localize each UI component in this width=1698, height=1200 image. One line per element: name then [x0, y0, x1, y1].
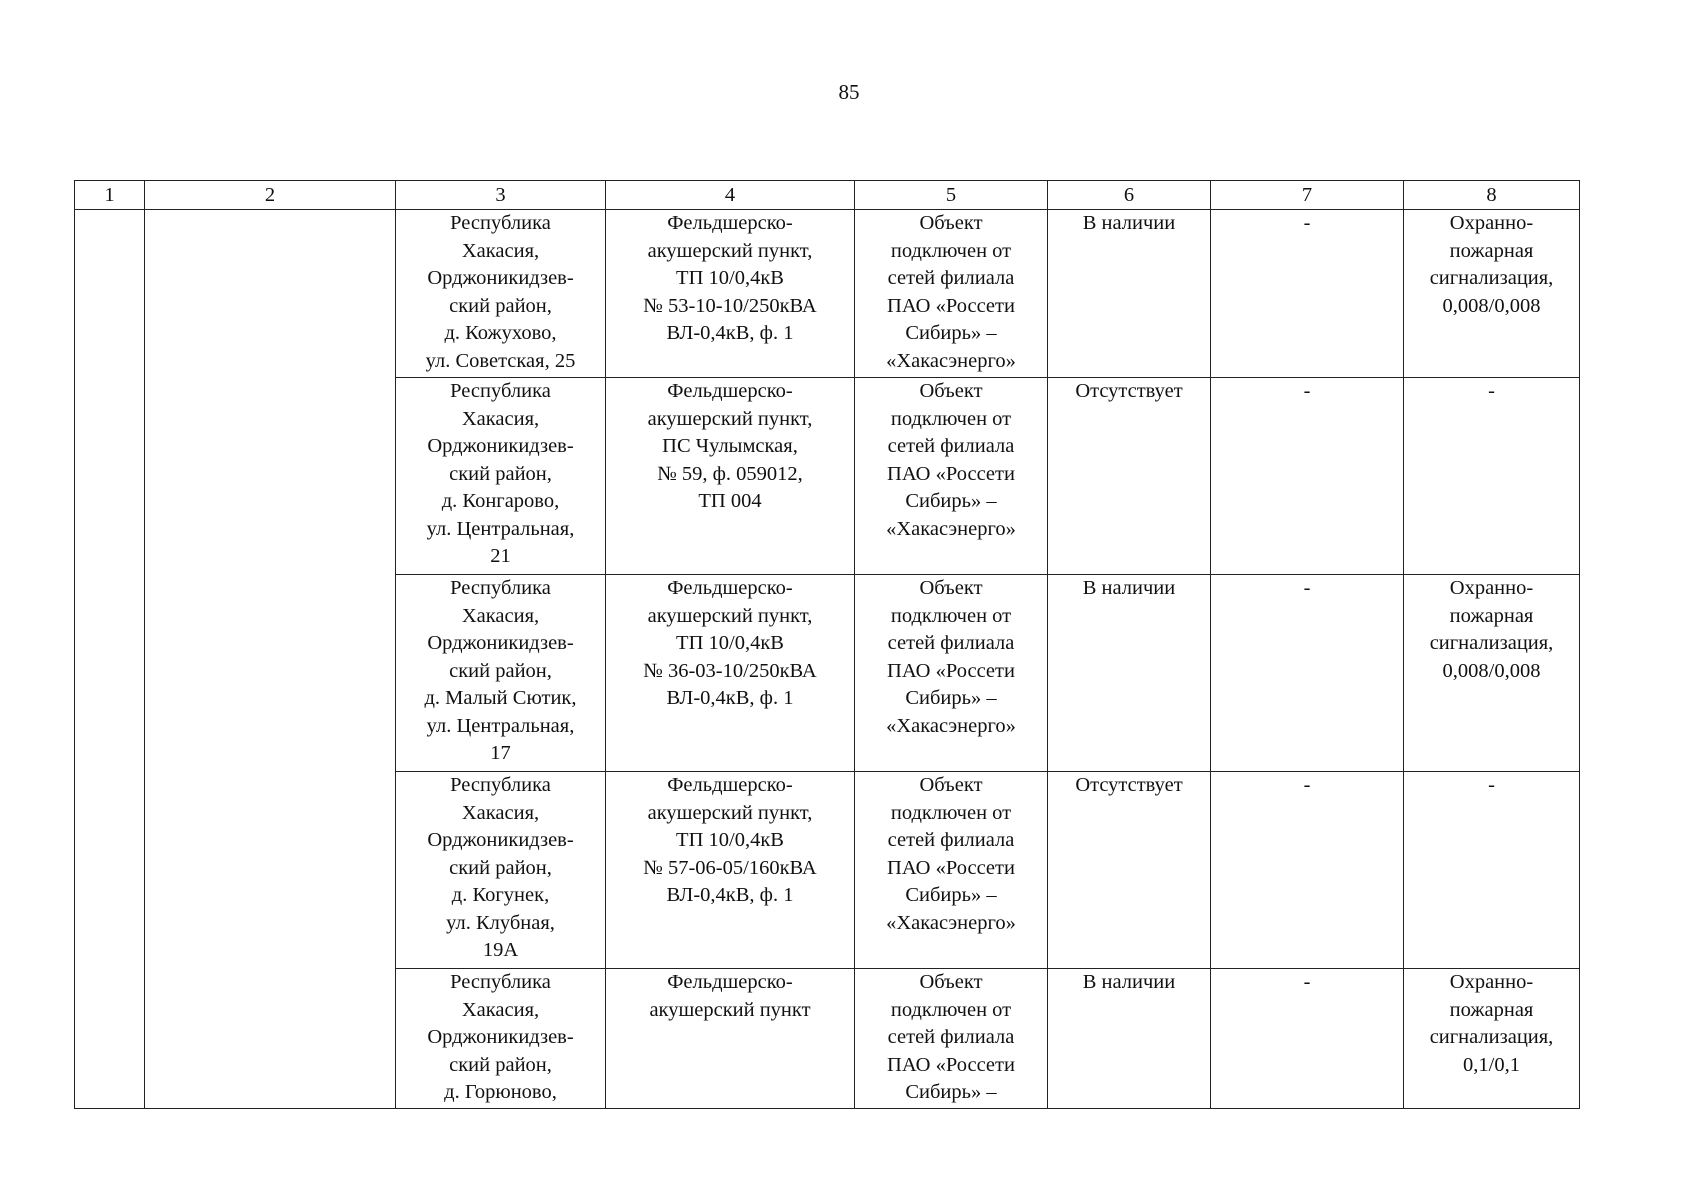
presence-cell: Отсутствует: [1048, 378, 1211, 575]
col8-cell: -: [1404, 378, 1580, 575]
object-cell: Фельдшерско- акушерский пункт: [606, 969, 855, 1109]
merged-cell-col-1: [75, 210, 145, 1109]
address-cell: Республика Хакасия, Орджоникидзев- ский район, д. Горюново,: [396, 969, 606, 1109]
presence-cell: В наличии: [1048, 575, 1211, 772]
column-header-2: 2: [145, 181, 396, 210]
connection-cell: Объект подключен от сетей филиала ПАО «Россети Сибирь» – «Хакасэнерго»: [855, 772, 1048, 969]
col8-cell: Охранно- пожарная сигнализация, 0,008/0,008: [1404, 575, 1580, 772]
object-cell: Фельдшерско- акушерский пункт, ТП 10/0,4кВ № 57-06-05/160кВА ВЛ-0,4кВ, ф. 1: [606, 772, 855, 969]
address-cell: Республика Хакасия, Орджоникидзев- ский район, д. Кожухово, ул. Советская, 25: [396, 210, 606, 378]
column-header-8: 8: [1404, 181, 1580, 210]
presence-cell: В наличии: [1048, 969, 1211, 1109]
address-cell: Республика Хакасия, Орджоникидзев- ский район, д. Малый Сютик, ул. Центральная, 17: [396, 575, 606, 772]
column-header-5: 5: [855, 181, 1048, 210]
connection-cell: Объект подключен от сетей филиала ПАО «Россети Сибирь» – «Хакасэнерго»: [855, 575, 1048, 772]
col8-cell: Охранно- пожарная сигнализация, 0,1/0,1: [1404, 969, 1580, 1109]
connection-cell: Объект подключен от сетей филиала ПАО «Россети Сибирь» –: [855, 969, 1048, 1109]
col7-cell: -: [1211, 772, 1404, 969]
column-header-7: 7: [1211, 181, 1404, 210]
object-cell: Фельдшерско- акушерский пункт, ТП 10/0,4кВ № 36-03-10/250кВА ВЛ-0,4кВ, ф. 1: [606, 575, 855, 772]
address-cell: Республика Хакасия, Орджоникидзев- ский район, д. Когунек, ул. Клубная, 19А: [396, 772, 606, 969]
facilities-table: [74, 180, 1580, 1109]
col8-cell: Охранно- пожарная сигнализация, 0,008/0,008: [1404, 210, 1580, 378]
column-header-4: 4: [606, 181, 855, 210]
col8-cell: -: [1404, 772, 1580, 969]
col7-cell: -: [1211, 575, 1404, 772]
column-header-3: 3: [396, 181, 606, 210]
header-row: [75, 181, 1580, 210]
column-header-6: 6: [1048, 181, 1211, 210]
address-cell: Республика Хакасия, Орджоникидзев- ский район, д. Конгарово, ул. Центральная, 21: [396, 378, 606, 575]
object-cell: Фельдшерско- акушерский пункт, ПС Чулымская, № 59, ф. 059012, ТП 004: [606, 378, 855, 575]
col7-cell: -: [1211, 969, 1404, 1109]
presence-cell: В наличии: [1048, 210, 1211, 378]
col7-cell: -: [1211, 378, 1404, 575]
connection-cell: Объект подключен от сетей филиала ПАО «Россети Сибирь» – «Хакасэнерго»: [855, 378, 1048, 575]
presence-cell: Отсутствует: [1048, 772, 1211, 969]
column-header-1: 1: [75, 181, 145, 210]
page-number: 85: [838, 80, 860, 104]
connection-cell: Объект подключен от сетей филиала ПАО «Россети Сибирь» – «Хакасэнерго»: [855, 210, 1048, 378]
table-row: [75, 210, 1580, 378]
object-cell: Фельдшерско- акушерский пункт, ТП 10/0,4кВ № 53-10-10/250кВА ВЛ-0,4кВ, ф. 1: [606, 210, 855, 378]
col7-cell: -: [1211, 210, 1404, 378]
merged-cell-col-2: [145, 210, 396, 1109]
